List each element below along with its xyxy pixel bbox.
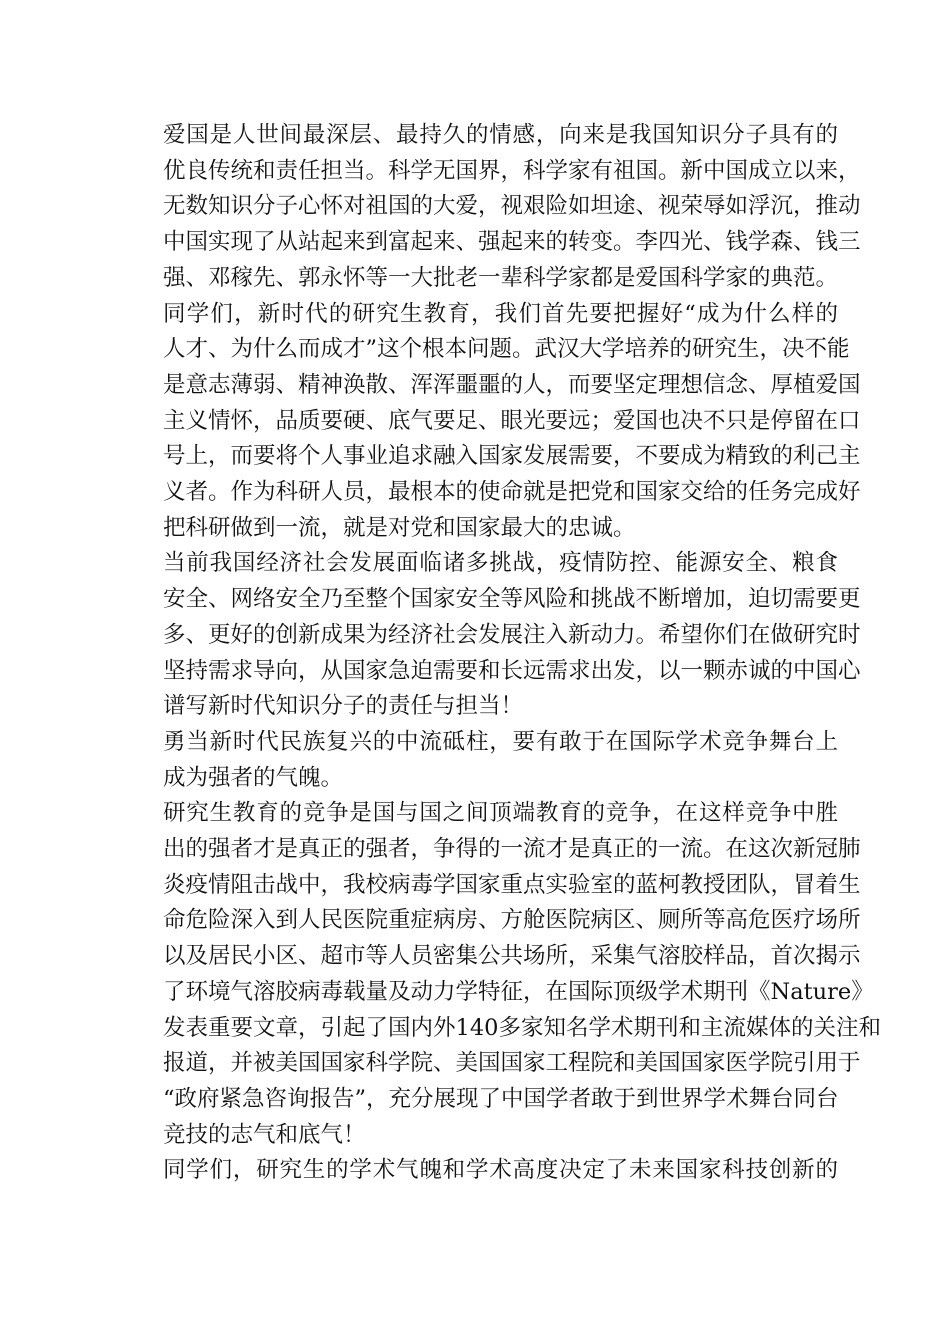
text-line: 炎疫情阻击战中，我校病毒学国家重点实验室的蓝柯教授团队，冒着生 (163, 871, 861, 898)
text-line: 多、更好的创新成果为经济社会发展注入新动力。希望你们在做研究时 (163, 621, 861, 648)
paragraph-patriotism (118, 118, 861, 297)
text-line: 安全、网络安全乃至整个国家安全等风险和挑战不断增加，迫切需要更 (163, 586, 861, 613)
paragraph-academic-spirit (118, 1153, 838, 1189)
text-line: 谱写新时代知识分子的责任与担当！ (163, 693, 524, 720)
text-line: 把科研做到一流，就是对党和国家最大的忠诚。 (163, 514, 636, 541)
text-line: 强、邓稼先、郭永怀等一大批老一辈科学家都是爱国科学家的典范。 (163, 264, 839, 291)
text-line: 爱国是人世间最深层、最持久的情感，向来是我国知识分子具有的 (163, 122, 838, 148)
text-line: “政府紧急咨询报告”，充分展现了中国学者敢于到世界学术舞台同台 (163, 1085, 839, 1112)
text-line: 出的强者才是真正的强者，争得的一流才是真正的一流。在这次新冠肺 (163, 836, 861, 863)
text-line: 优良传统和责任担当。科学无国界，科学家有祖国。新中国成立以来， (163, 157, 861, 184)
text-line: 勇当新时代民族复兴的中流砥柱，要有敢于在国际学术竞争舞台上 (163, 728, 838, 755)
text-line: 同学们，研究生的学术气魄和学术高度决定了未来国家科技创新的 (163, 1157, 838, 1184)
text-line: 号上，而要将个人事业追求融入国家发展需要，不要成为精致的利己主 (163, 443, 861, 470)
paragraph-challenges (118, 546, 861, 725)
paragraph-pillar (118, 725, 838, 796)
text-line: 成为强者的气魄。 (163, 764, 344, 791)
text-line: 是意志薄弱、精神涣散、浑浑噩噩的人，而要坚定理想信念、厚植爱国 (163, 371, 861, 398)
text-line: 研究生教育的竞争是国与国之间顶端教育的竞争，在这样竞争中胜 (163, 800, 838, 827)
text-line: 中国实现了从站起来到富起来、强起来的转变。李四光、钱学森、钱三 (163, 229, 861, 256)
text-line: 了环境气溶胶病毒载量及动力学特征，在国际顶级学术期刊《Nature》 (163, 978, 874, 1005)
text-line: 主义情怀，品质要硬、底气要足、眼光要远；爱国也决不只是停留在口 (163, 407, 861, 434)
text-line: 命危险深入到人民医院重症病房、方舱医院病区、厕所等高危医疗场所 (163, 907, 861, 934)
text-line: 坚持需求导向，从国家急迫需要和长远需求出发，以一颗赤诚的中国心 (163, 657, 861, 684)
paragraph-graduate-education (118, 297, 861, 547)
text-line: 报道，并被美国国家科学院、美国国家工程院和美国国家医学院引用于 (163, 1050, 861, 1077)
text-line: 发表重要文章，引起了国内外140多家知名学术期刊和主流媒体的关注和 (163, 1014, 881, 1041)
text-line: 义者。作为科研人员，最根本的使命就是把党和国家交给的任务完成好 (163, 479, 861, 506)
paragraph-competition (118, 796, 881, 1153)
text-line: 竞技的志气和底气！ (163, 1121, 366, 1148)
text-line: 人才、为什么而成才”这个根本问题。武汉大学培养的研究生，决不能 (163, 336, 850, 363)
document-page (118, 118, 881, 1189)
text-line: 以及居民小区、超市等人员密集公共场所，采集气溶胶样品，首次揭示 (163, 943, 861, 970)
text-line: 同学们，新时代的研究生教育，我们首先要把握好“成为什么样的 (163, 300, 838, 327)
text-line: 当前我国经济社会发展面临诸多挑战，疫情防控、能源安全、粮食 (163, 550, 838, 577)
text-line: 无数知识分子心怀对祖国的大爱，视艰险如坦途、视荣辱如浮沉，推动 (163, 193, 861, 220)
